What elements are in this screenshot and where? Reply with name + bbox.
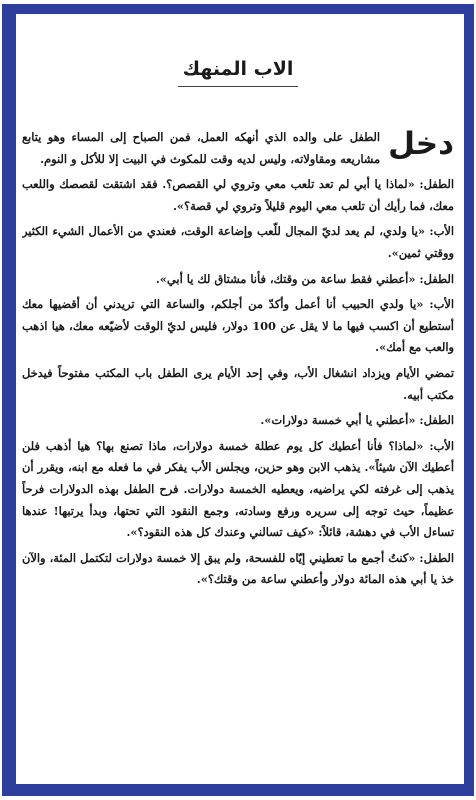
title-divider [178, 86, 298, 87]
paragraph-child-request: الطفل: «لماذا يا أبي لم تعد تلعب معي وتروي لي القصص؟. فقد اشتقت لقصصك واللعب معك، فما رأيك أن تلعب معي اليوم قليلاً وتروي لي قصة؟». [22, 177, 454, 213]
intro-paragraph: الطفل على والده الذي أنهكه العمل، فمن الصباح إلى المساء وهو يتابع مشاريعه ومقاولاته، وليس لديه وقت للمكوث في البيت إلا للأكل و النوم. [22, 130, 381, 166]
paragraph-child-five-dollars: الطفل: «أعطني يا أبي خمسة دولارات». [260, 413, 454, 428]
paragraph-child-final: الطفل: «كنتُ أجمع ما تعطيني إيّاه للفسحة، ولم يبق إلا خمسة دولارات لتكتمل المئة، والآن خذ يا أبي هذه المائة دولار وأعطني ساعة من وقتك؟». [22, 550, 454, 587]
paragraph-father-100-dollars: الأب: «يا ولدي الحبيب أنا أعمل وأكدّ من أجلكم، والساعة التي تريدني أن أقضيها معك أستطيع أن اكسب فيها ما لا يقل عن 100 دولار، فليس لديّ الوقت لأضيّعه معك، هيا اذهب والعب مع أمك». [22, 297, 454, 355]
paragraph-child-hour: الطفل: «أعطني فقط ساعة من وقتك، فأنا مشتاق لك يا أبي». [155, 271, 454, 286]
article-title: الاب المنهك [182, 58, 294, 80]
paragraph-father-why: الأب: «لماذا؟ فأنا أعطيك كل يوم عطلة خمسة دولارات، ماذا تصنع بها؟ هيا أذهب فلن أعطيك الآن شيئاً». يذهب الابن وهو حزين، ويجلس الأب يفكر في ما فعله مع ابنه، ويقرر أن يذهب إلى غرفته لكي يراضيه، ويعطيه الخمسة دولارات. فرح الطفل بهذه الدولارات فرحاً عظيماً، حيث توجه إلى سريره ورفع وسادته، وجمع النقود التي تحتها، وبدأ يرتبها! عندها تساءل الأب في دهشة، قائلاً: «كيف تسالني وعندك كل هذه النقود؟». [22, 438, 454, 540]
paragraph-days-pass: تمضي الأيام ويزداد انشغال الأب، وفي إحد الأيام يرى الطفل باب المكتب مفتوحاً فيدخل مكتب أبيه. [22, 365, 454, 402]
drop-cap-word: دخل [388, 126, 454, 162]
intro-block [22, 127, 454, 170]
paragraph-father-reply: الأب: «يا ولدي، لم يعد لديّ المجال للّعب وإضاعة الوقت، فعندي من الأعمال الشيء الكثير ووقتي ثمين». [22, 224, 454, 260]
article [22, 14, 454, 790]
